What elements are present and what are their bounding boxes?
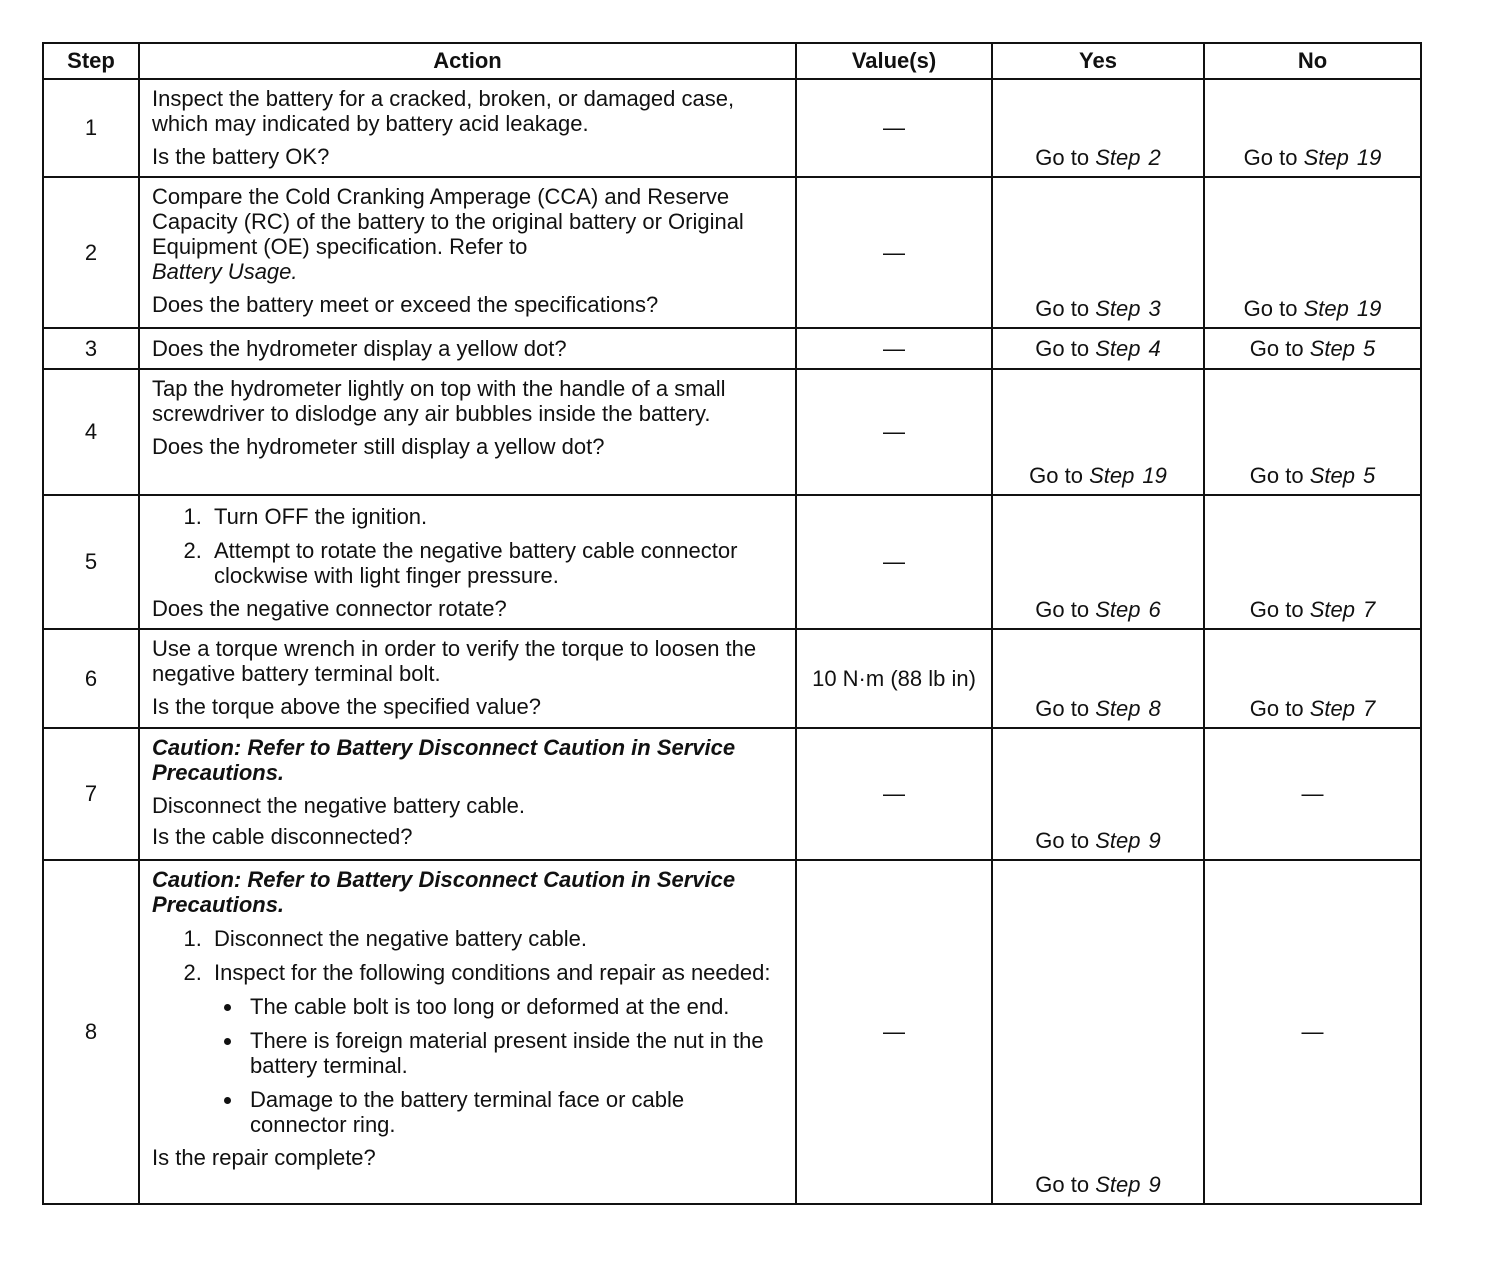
header-yes: Yes <box>992 43 1204 79</box>
diagnostic-table <box>42 42 1422 1205</box>
action-question: Does the battery meet or exceed the specifications? <box>152 292 659 317</box>
list-item: 1. Turn OFF the ignition. <box>208 504 785 529</box>
step-number: 7 <box>43 728 139 860</box>
table-row <box>43 328 1421 369</box>
action-cell <box>139 369 796 495</box>
no-cell <box>1204 495 1421 629</box>
reference-link: Battery Usage. <box>152 259 298 284</box>
goto-label: Go to <box>1035 696 1090 721</box>
header-row <box>43 43 1421 79</box>
no-cell <box>1204 629 1421 728</box>
action-cell <box>139 860 796 1204</box>
goto-label: Go to <box>1243 145 1298 170</box>
goto-step-word: Step <box>1095 296 1141 321</box>
action-cell <box>139 177 796 328</box>
value-cell: — <box>796 369 992 495</box>
no-cell: — <box>1204 860 1421 1204</box>
table-row <box>43 177 1421 328</box>
goto-step-number: 9 <box>1148 828 1161 853</box>
goto-step-word: Step <box>1095 828 1141 853</box>
header-action: Action <box>139 43 796 79</box>
goto-step-number: 3 <box>1148 296 1161 321</box>
list-item: 1. Disconnect the negative battery cable. <box>208 926 785 951</box>
header-values: Value(s) <box>796 43 992 79</box>
table-row <box>43 79 1421 177</box>
list-item: 2. Inspect for the following conditions and repair as needed: • The cable bolt is too long or deformed at the end. • There is foreign material present inside the nut in the battery terminal. • Damage to the battery terminal face or cable connector ring. <box>208 960 785 1137</box>
step-number: 2 <box>43 177 139 328</box>
action-cell <box>139 79 796 177</box>
no-cell <box>1204 369 1421 495</box>
numbered-list <box>152 926 785 1137</box>
goto-step-number: 6 <box>1148 597 1161 622</box>
step-number: 3 <box>43 328 139 369</box>
goto-label: Go to <box>1243 296 1298 321</box>
goto-label: Go to <box>1029 463 1083 488</box>
goto-label: Go to <box>1249 696 1304 721</box>
value-cell: 10 N·m (88 lb in) <box>796 629 992 728</box>
goto-step-word: Step <box>1095 335 1141 361</box>
goto-step-word: Step <box>1309 597 1355 622</box>
goto-label: Go to <box>1035 145 1090 170</box>
step-number: 8 <box>43 860 139 1204</box>
goto-label: Go to <box>1035 1172 1090 1197</box>
header-no: No <box>1204 43 1421 79</box>
no-cell <box>1204 79 1421 177</box>
action-question: Is the repair complete? <box>152 1145 376 1170</box>
value-cell: — <box>796 79 992 177</box>
table-row <box>43 495 1421 629</box>
no-cell <box>1204 177 1421 328</box>
yes-cell <box>992 629 1204 728</box>
yes-cell <box>992 328 1204 369</box>
goto-step-word: Step <box>1303 145 1349 170</box>
goto-step-number: 9 <box>1148 1172 1161 1197</box>
goto-step-word: Step <box>1309 696 1355 721</box>
yes-cell <box>992 860 1204 1204</box>
value-cell: — <box>796 728 992 860</box>
table-row <box>43 369 1421 495</box>
goto-step-number: 5 <box>1362 463 1376 488</box>
list-item: 2. Attempt to rotate the negative battery cable connector clockwise with light finger pressure. <box>208 538 785 588</box>
bullet-item: • Damage to the battery terminal face or cable connector ring. <box>244 1087 785 1137</box>
goto-label: Go to <box>1035 296 1090 321</box>
value-cell: — <box>796 495 992 629</box>
goto-step-word: Step <box>1095 1172 1141 1197</box>
header-step: Step <box>43 43 139 79</box>
goto-label: Go to <box>1035 335 1090 361</box>
goto-step-number: 19 <box>1356 296 1382 321</box>
goto-step-word: Step <box>1089 463 1135 488</box>
action-text: Compare the Cold Cranking Amperage (CCA) and Reserve Capacity (RC) of the battery to the original battery or Original Equipment (OE) specification. Refer to Battery Usage. <box>152 184 744 284</box>
goto-step-number: 7 <box>1362 597 1376 622</box>
goto-step-number: 2 <box>1148 145 1161 170</box>
bullet-list <box>214 994 785 1137</box>
action-text: Use a torque wrench in order to verify the torque to loosen the negative battery terminal bolt. <box>152 636 757 686</box>
action-question: Is the battery OK? <box>152 144 330 169</box>
goto-label: Go to <box>1249 335 1304 361</box>
yes-cell <box>992 369 1204 495</box>
goto-step-word: Step <box>1303 296 1349 321</box>
no-cell: — <box>1204 728 1421 860</box>
goto-step-number: 7 <box>1362 696 1376 721</box>
action-question: Does the negative connector rotate? <box>152 596 507 621</box>
no-cell <box>1204 328 1421 369</box>
goto-step-number: 8 <box>1148 696 1161 721</box>
table-row <box>43 629 1421 728</box>
yes-cell <box>992 79 1204 177</box>
caution-note: Caution: Refer to Battery Disconnect Caution in Service Precautions. <box>152 867 736 917</box>
action-cell <box>139 328 796 369</box>
step-number: 5 <box>43 495 139 629</box>
goto-step-word: Step <box>1095 696 1141 721</box>
yes-cell <box>992 728 1204 860</box>
step-number: 6 <box>43 629 139 728</box>
goto-step-number: 19 <box>1142 463 1167 488</box>
table-row <box>43 728 1421 860</box>
yes-cell <box>992 177 1204 328</box>
goto-step-word: Step <box>1309 335 1355 361</box>
yes-cell <box>992 495 1204 629</box>
table-row <box>43 860 1421 1204</box>
action-question: Is the cable disconnected? <box>152 824 413 849</box>
action-cell <box>139 495 796 629</box>
value-cell: — <box>796 177 992 328</box>
bullet-item: • The cable bolt is too long or deformed at the end. <box>244 994 785 1019</box>
caution-note: Caution: Refer to Battery Disconnect Caution in Service Precautions. <box>152 735 736 785</box>
goto-step-word: Step <box>1095 597 1141 622</box>
action-text: Disconnect the negative battery cable. <box>152 793 526 818</box>
action-question: Does the hydrometer still display a yellow dot? <box>152 434 605 459</box>
value-cell: — <box>796 328 992 369</box>
action-cell <box>139 629 796 728</box>
goto-label: Go to <box>1035 597 1090 622</box>
action-question: Does the hydrometer display a yellow dot? <box>152 336 567 361</box>
goto-step-word: Step <box>1309 463 1355 488</box>
goto-step-number: 5 <box>1362 335 1376 361</box>
bullet-item: • There is foreign material present inside the nut in the battery terminal. <box>244 1028 785 1078</box>
goto-label: Go to <box>1249 597 1304 622</box>
numbered-list <box>152 504 785 588</box>
step-number: 1 <box>43 79 139 177</box>
goto-label: Go to <box>1035 828 1090 853</box>
goto-step-word: Step <box>1095 145 1141 170</box>
goto-step-number: 4 <box>1148 335 1161 361</box>
goto-label: Go to <box>1249 463 1304 488</box>
goto-step-number: 19 <box>1356 145 1382 170</box>
action-cell <box>139 728 796 860</box>
action-text: Inspect the battery for a cracked, broken, or damaged case, which may indicated by battery acid leakage. <box>152 86 735 136</box>
step-number: 4 <box>43 369 139 495</box>
value-cell: — <box>796 860 992 1204</box>
action-question: Is the torque above the specified value? <box>152 694 541 719</box>
action-text: Tap the hydrometer lightly on top with the handle of a small screwdriver to dislodge any air bubbles inside the battery. <box>152 376 726 426</box>
